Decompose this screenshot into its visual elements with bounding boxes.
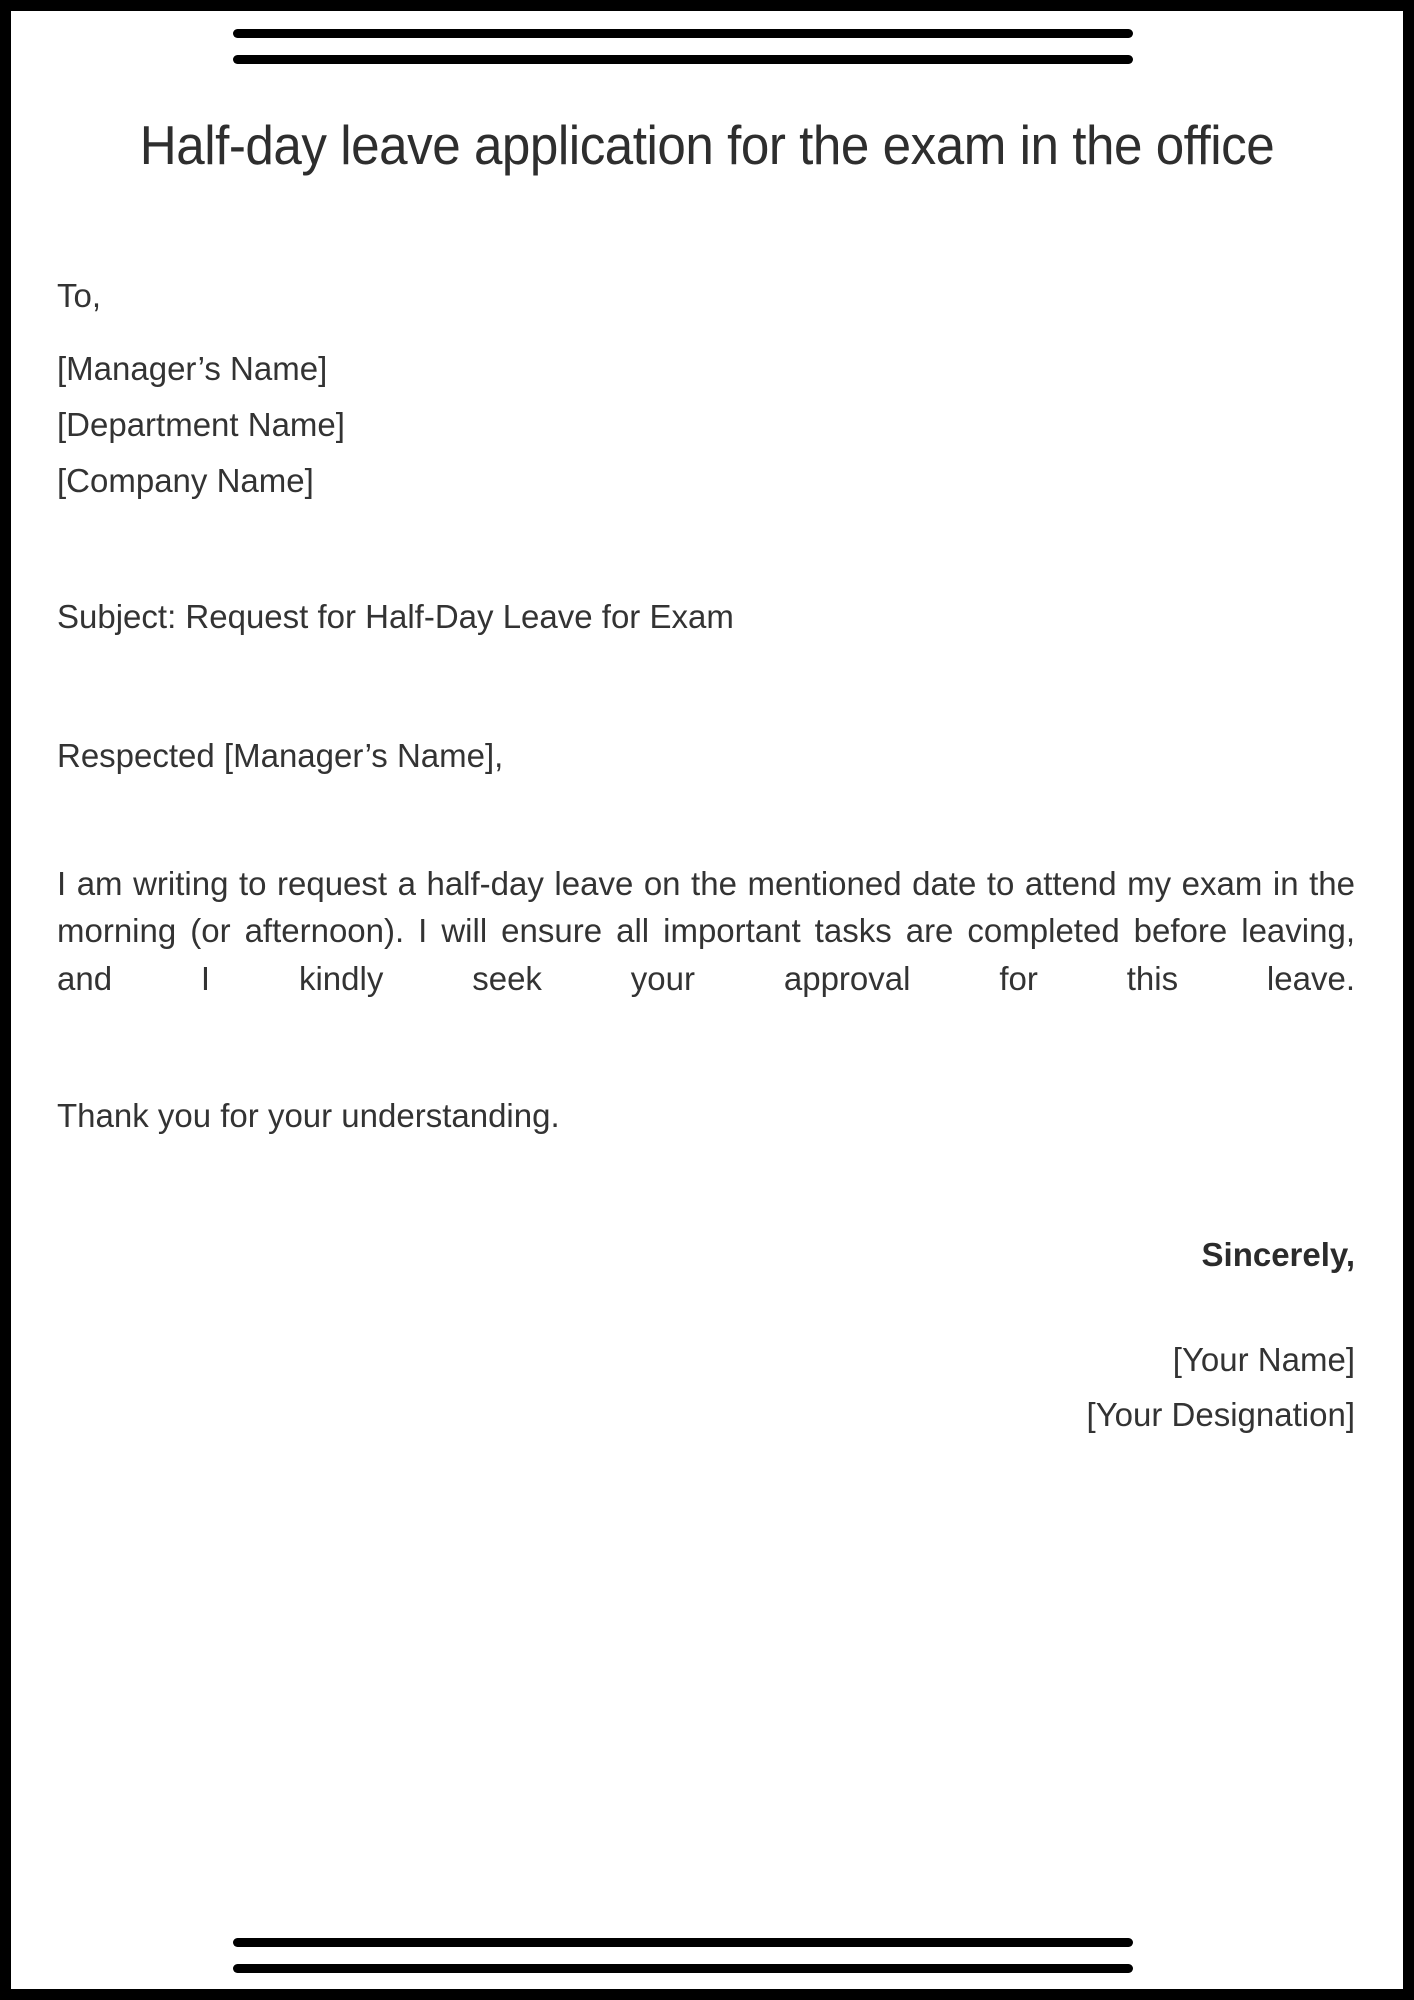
- bottom-rule-line-1: [233, 1938, 1133, 1947]
- top-rule-line-2: [233, 55, 1133, 64]
- thanks-line: Thank you for your understanding.: [57, 1096, 560, 1134]
- letter-body: [57, 273, 1355, 1448]
- address-line-manager: [Manager’s Name]: [57, 349, 328, 387]
- signature-name: [Your Name]: [1172, 1340, 1355, 1378]
- subject-block: [57, 594, 1355, 641]
- bottom-rule-group: [233, 1938, 1133, 1973]
- top-rule-group: [233, 29, 1133, 64]
- address-line-company: [Company Name]: [57, 461, 314, 499]
- page-inner: [11, 11, 1403, 1989]
- signature-closing: Sincerely,: [1201, 1235, 1355, 1273]
- salutation-block: [57, 733, 1355, 780]
- bottom-rule-line-2: [233, 1964, 1133, 1973]
- subject-line: Subject: Request for Half-Day Leave for Exam: [57, 598, 734, 636]
- to-label: To,: [57, 277, 102, 314]
- page-title: Half-day leave application for the exam in the office: [139, 113, 1275, 176]
- salutation-line: Respected [Manager’s Name],: [57, 737, 504, 775]
- signature-designation: [Your Designation]: [1086, 1396, 1355, 1434]
- signature-block: [57, 1232, 1355, 1440]
- recipient-address-block: [57, 346, 1355, 505]
- body-paragraph: I am writing to request a half-day leave on the mentioned date to attend my exam in the morning (or afternoon). I will ensure all important tasks are completed before leaving, and I kindly seek your approval for this leave.: [57, 865, 1355, 997]
- address-line-department: [Department Name]: [57, 405, 345, 443]
- top-rule-line-1: [233, 29, 1133, 38]
- closing-thanks-block: [57, 1093, 1355, 1140]
- recipient-label-block: [57, 273, 1355, 320]
